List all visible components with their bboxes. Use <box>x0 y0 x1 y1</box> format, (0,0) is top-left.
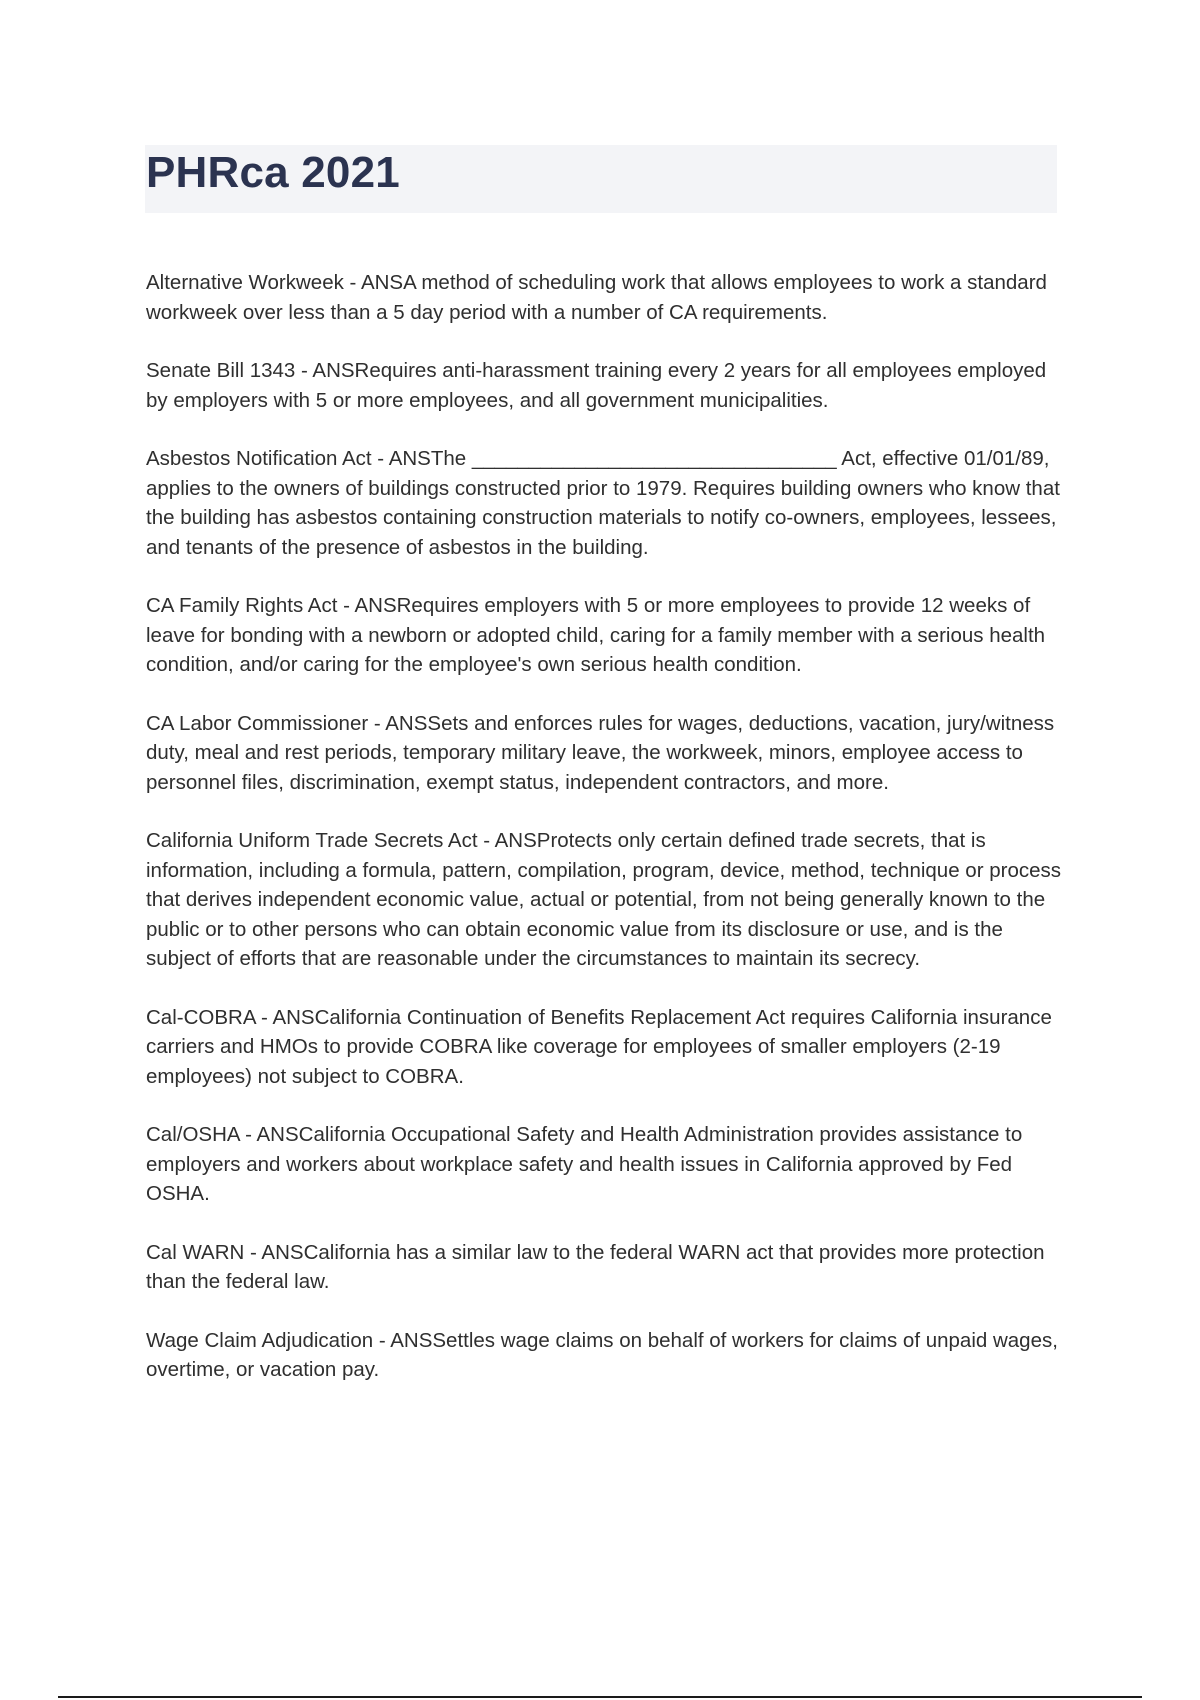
entry-california-uniform-trade-secrets-act: California Uniform Trade Secrets Act - ANSProtects only certain defined trade secrets, that is information, including a formula, pattern, compilation, program, device, method, technique or process that derives independent economic value, actual or potential, from not being generally known to the public or to other persons who can obtain economic value from its disclosure or use, and is the subject of efforts that are reasonable under the circumstances to maintain its secrecy. <box>146 829 1062 970</box>
entry-asbestos-notification-act: Asbestos Notification Act - ANSThe ________________________________ Act, effective 01/01/89, applies to the owners of buildings constructed prior to 1979. Requires building owners who know that the building has asbestos containing construction materials to notify co-owners, employees, lessees, and tenants of the presence of asbestos in the building. <box>146 447 1060 559</box>
entry-ca-family-rights-act: CA Family Rights Act - ANSRequires employers with 5 or more employees to provide 12 weeks of leave for bonding with a newborn or adopted child, caring for a family member with a serious health condition, and/or caring for the employee's own serious health condition. <box>146 594 1046 676</box>
entry-cal-warn: Cal WARN - ANSCalifornia has a similar law to the federal WARN act that provides more protection than the federal law. <box>146 1240 1045 1293</box>
entry-wage-claim-adjudication: Wage Claim Adjudication - ANSSettles wage claims on behalf of workers for claims of unpaid wages, overtime, or vacation pay. <box>146 1328 1058 1381</box>
document-title: PHRca 2021 <box>146 148 400 197</box>
entry-senate-bill-1343: Senate Bill 1343 - ANSRequires anti-harassment training every 2 years for all employees employed by employers with 5 or more employees, and all government municipalities. <box>146 359 1047 412</box>
entry-ca-labor-commissioner: CA Labor Commissioner - ANSSets and enforces rules for wages, deductions, vacation, jury/witness duty, meal and rest periods, temporary military leave, the workweek, minors, employee access to personnel files, discrimination, exempt status, independent contractors, and more. <box>146 711 1055 794</box>
entry-cal-osha: Cal/OSHA - ANSCalifornia Occupational Safety and Health Administration provides assistance to employers and workers about workplace safety and health issues in California approved by Fed OSHA. <box>146 1123 1023 1205</box>
entry-alternative-workweek: Alternative Workweek - ANSA method of scheduling work that allows employees to work a standard workweek over less than a 5 day period with a number of CA requirements. <box>146 271 1047 324</box>
entries-list <box>146 268 1061 1414</box>
entry-cal-cobra: Cal-COBRA - ANSCalifornia Continuation of Benefits Replacement Act requires California insurance carriers and HMOs to provide COBRA like coverage for employees of smaller employers (2-19 employees) not subject to COBRA. <box>146 1005 1052 1088</box>
footer-divider <box>58 1696 1142 1698</box>
